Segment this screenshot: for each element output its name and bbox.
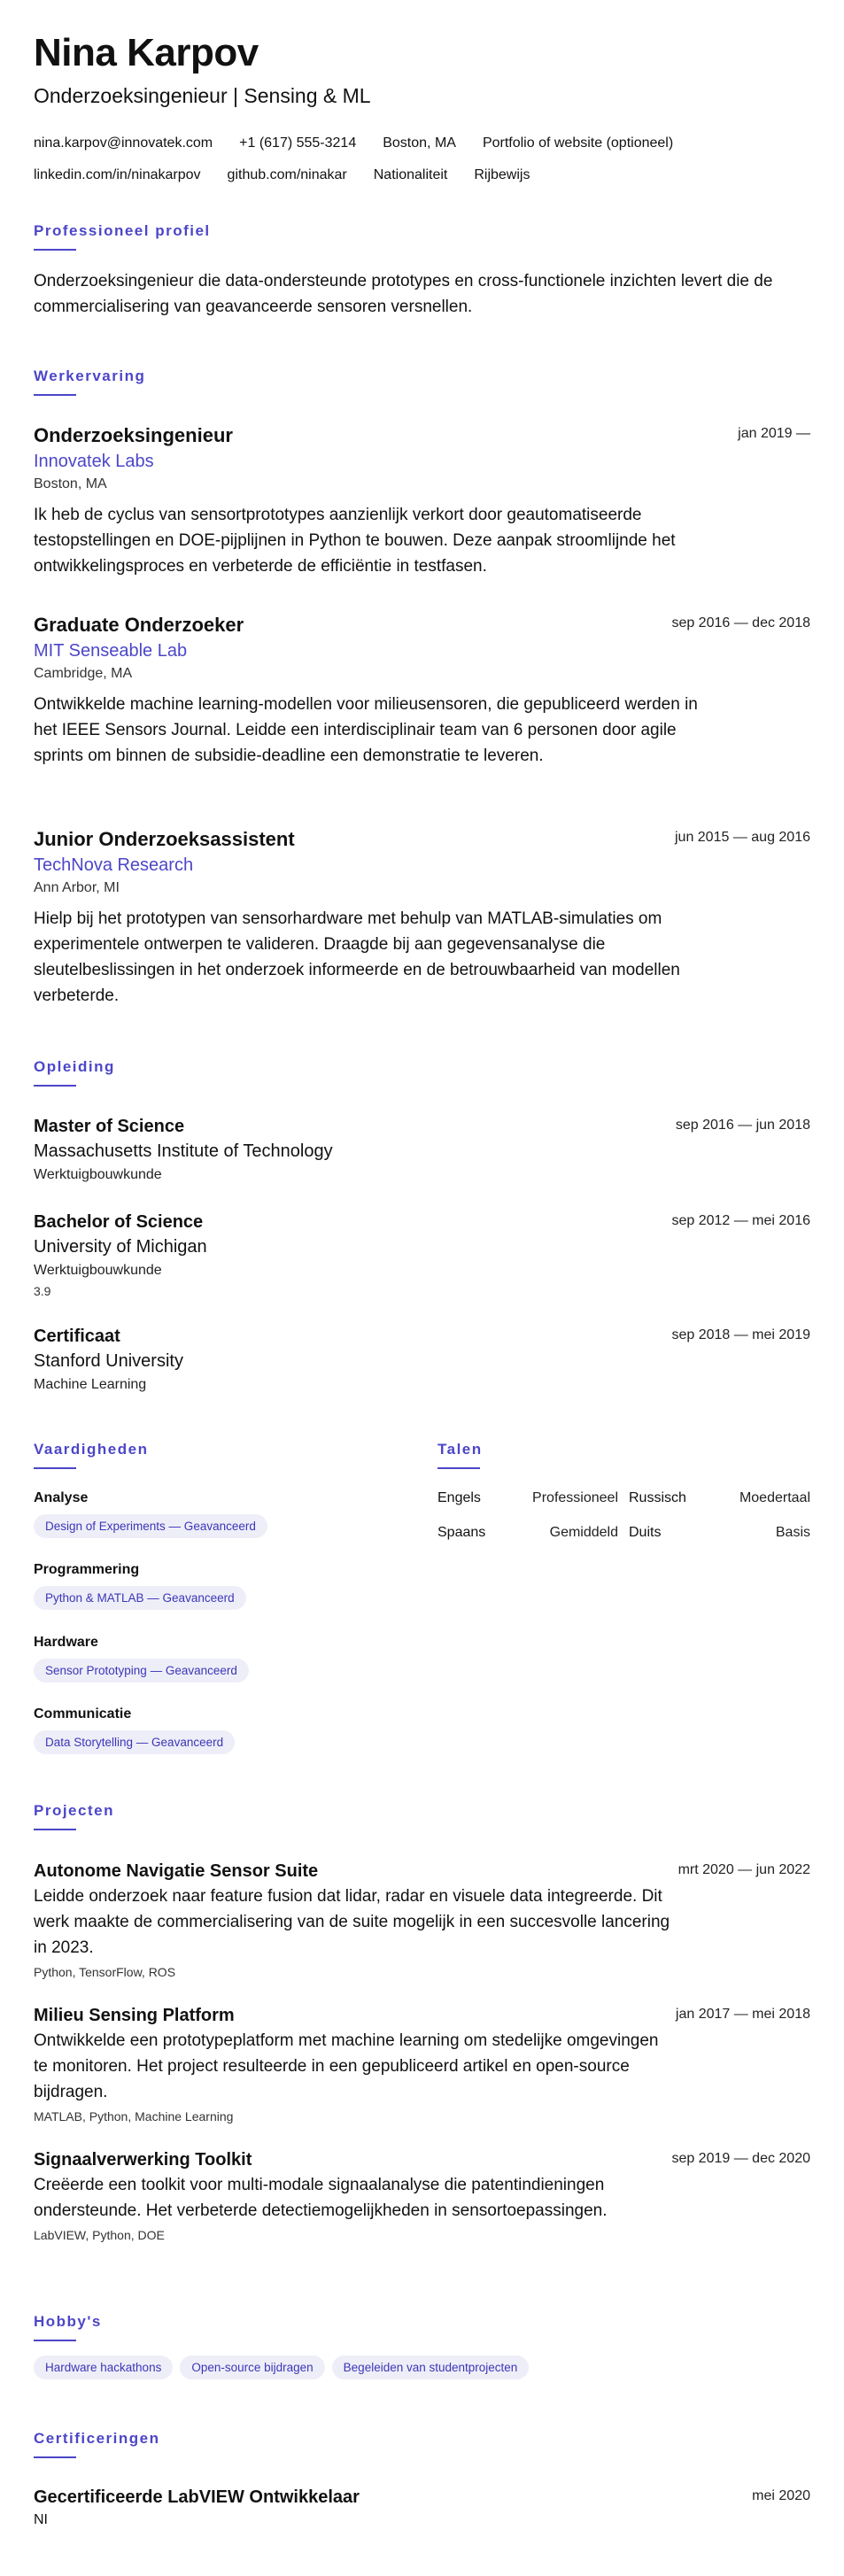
skill-group [34, 1704, 406, 1754]
language-level: Basis [775, 1525, 810, 1540]
skill-group [34, 1559, 406, 1610]
experience-entry [34, 826, 810, 1009]
job-description: Ik heb de cyclus van sensortprototypes aanzienlijk verkort door geautomatiseerde testopstellingen en DOE-pijplijnen in Python te bouwen. Deze aanpak stroomlijnde het ontwikkelingsproces en verbeterde de efficiëntie in testfasen. [34, 506, 676, 576]
skill-pill: Data Storytelling — Geavanceerd [34, 1730, 235, 1754]
education-entry [34, 1114, 810, 1187]
education-field: Werktuigbouwkunde [34, 1263, 162, 1278]
project-name: Signaalverwerking Toolkit [34, 2150, 252, 2170]
education-dates: sep 2018 — mei 2019 [671, 1327, 810, 1342]
section-title-profile: Professioneel profiel [34, 222, 211, 239]
education-dates: sep 2012 — mei 2016 [671, 1213, 810, 1228]
job-company: TechNova Research [34, 855, 194, 875]
project-name: Autonome Navigatie Sensor Suite [34, 1861, 319, 1881]
project-description: Ontwikkelde een prototypeplatform met machine learning om stedelijke omgevingen te monitoren. Het project resulteerde in een gepubliceerd artikel en open-source bijdragen. [34, 2031, 659, 2101]
section-rule [437, 1467, 480, 1469]
job-company: Innovatek Labs [34, 452, 154, 471]
skill-category: Hardware [34, 1635, 98, 1650]
project-entry [34, 2003, 810, 2126]
certification-date: mei 2020 [752, 2488, 810, 2503]
skill-pill: Sensor Prototyping — Geavanceerd [34, 1659, 249, 1683]
language-level: Moedertaal [739, 1490, 810, 1505]
certification-name: Gecertificeerde LabVIEW Ontwikkelaar [34, 2487, 360, 2507]
project-entry [34, 2147, 810, 2245]
skill-category: Programmering [34, 1562, 140, 1577]
contact-github[interactable]: github.com/ninakar [227, 167, 347, 182]
project-description: Creëerde een toolkit voor multi-modale signaalanalyse die patentindieningen ondersteunde. Het verbeterde detectiemogelijkheden in sensortoepassingen. [34, 2176, 608, 2220]
candidate-name: Nina Karpov [34, 31, 259, 74]
profile-summary: Onderzoeksingenieur die data-ondersteunde prototypes en cross-functionele inzichten levert die de commercialisering van geavanceerde sensoren versnellen. [34, 272, 773, 316]
section-rule [34, 394, 76, 396]
language-level: Gemiddeld [549, 1525, 618, 1540]
section-title-projects: Projecten [34, 1802, 114, 1819]
education-entry [34, 1210, 810, 1300]
job-dates: sep 2016 — dec 2018 [671, 615, 810, 630]
skill-category: Communicatie [34, 1706, 132, 1721]
education-field: Machine Learning [34, 1377, 147, 1392]
education-school: Stanford University [34, 1351, 183, 1371]
contact-location: Boston, MA [383, 135, 456, 151]
education-dates: sep 2016 — jun 2018 [675, 1118, 810, 1133]
section-title-experience: Werkervaring [34, 367, 146, 384]
project-dates: mrt 2020 — jun 2022 [678, 1862, 810, 1877]
skill-group [34, 1632, 406, 1683]
job-company: MIT Senseable Lab [34, 641, 188, 661]
candidate-headline: Onderzoeksingenieur | Sensing & ML [34, 84, 371, 107]
project-name: Milieu Sensing Platform [34, 2006, 235, 2025]
language-level: Professioneel [532, 1490, 618, 1505]
section-rule [34, 249, 76, 251]
certification-entry [34, 2485, 810, 2531]
project-entry [34, 1859, 810, 1982]
job-location: Boston, MA [34, 476, 107, 491]
hobby-pill: Open-source bijdragen [180, 2356, 324, 2379]
section-title-hobbies: Hobby's [34, 2313, 102, 2330]
experience-entry [34, 422, 810, 579]
skill-pill: Design of Experiments — Geavanceerd [34, 1514, 267, 1538]
section-title-education: Opleiding [34, 1058, 115, 1075]
job-location: Ann Arbor, MI [34, 880, 120, 895]
contact-nationality: Nationaliteit [373, 167, 448, 182]
contact-portfolio[interactable]: Portfolio of website (optioneel) [482, 135, 674, 151]
project-tech: Python, TensorFlow, ROS [34, 1965, 176, 1979]
contact-phone[interactable]: +1 (617) 555-3214 [239, 135, 357, 151]
section-rule [34, 2456, 76, 2458]
section-rule [34, 1829, 76, 1830]
hobby-pill: Begeleiden van studentprojecten [332, 2356, 530, 2379]
project-description: Leidde onderzoek naar feature fusion dat lidar, radar en visuele data integreerde. Dit werk maakte de commercialisering van de suite mogelijk in een succesvolle lancering in 2023. [34, 1887, 670, 1957]
job-dates: jun 2015 — aug 2016 [674, 830, 810, 845]
skill-pill: Python & MATLAB — Geavanceerd [34, 1586, 246, 1610]
job-dates: jan 2019 — [738, 426, 810, 441]
contact-linkedin[interactable]: linkedin.com/in/ninakarpov [34, 167, 201, 182]
language-name: Russisch [629, 1490, 686, 1505]
education-field: Werktuigbouwkunde [34, 1167, 162, 1182]
language-name: Spaans [437, 1525, 486, 1540]
job-location: Cambridge, MA [34, 666, 133, 681]
contact-license: Rijbewijs [474, 167, 530, 182]
project-tech: LabVIEW, Python, DOE [34, 2228, 165, 2242]
education-degree: Master of Science [34, 1117, 185, 1136]
contact-email[interactable]: nina.karpov@innovatek.com [34, 135, 213, 151]
language-name: Engels [437, 1490, 481, 1505]
project-dates: sep 2019 — dec 2020 [671, 2151, 810, 2166]
section-rule [34, 1467, 76, 1469]
education-entry [34, 1324, 810, 1396]
job-description: Hielp bij het prototypen van sensorhardware met behulp van MATLAB-simulaties om experimentele ontwerpen te valideren. Draagde bij aan gegevensanalyse die sleutelbeslissingen in het onderzoek informeerde en de betrouwbaarheid van modellen verbeterde. [34, 909, 680, 1005]
project-dates: jan 2017 — mei 2018 [675, 2007, 810, 2022]
education-gpa: 3.9 [34, 1284, 51, 1298]
section-title-certifications: Certificeringen [34, 2430, 160, 2447]
section-title-languages: Talen [437, 1441, 483, 1458]
hobby-list [34, 2350, 813, 2379]
job-title: Graduate Onderzoeker [34, 614, 244, 636]
certification-issuer: NI [34, 2512, 48, 2527]
education-school: Massachusetts Institute of Technology [34, 1141, 333, 1161]
section-title-skills: Vaardigheden [34, 1441, 149, 1458]
education-degree: Certificaat [34, 1327, 120, 1346]
language-name: Duits [629, 1525, 662, 1540]
job-title: Onderzoeksingenieur [34, 424, 233, 446]
hobby-pill: Hardware hackathons [34, 2356, 173, 2379]
project-tech: MATLAB, Python, Machine Learning [34, 2109, 234, 2123]
skill-category: Analyse [34, 1490, 89, 1505]
experience-entry [34, 612, 810, 769]
job-description: Ontwikkelde machine learning-modellen voor milieusensoren, die gepubliceerd werden in het IEEE Sensors Journal. Leidde een interdisciplinair team van 6 personen door agile sprints om binnen de subsidie-deadline een demonstratie te leveren. [34, 695, 698, 765]
education-school: University of Michigan [34, 1237, 207, 1257]
education-degree: Bachelor of Science [34, 1212, 204, 1232]
skill-group [34, 1488, 406, 1538]
section-rule [34, 2340, 76, 2341]
contact-list [34, 128, 813, 191]
section-rule [34, 1085, 76, 1087]
job-title: Junior Onderzoeksassistent [34, 828, 295, 850]
